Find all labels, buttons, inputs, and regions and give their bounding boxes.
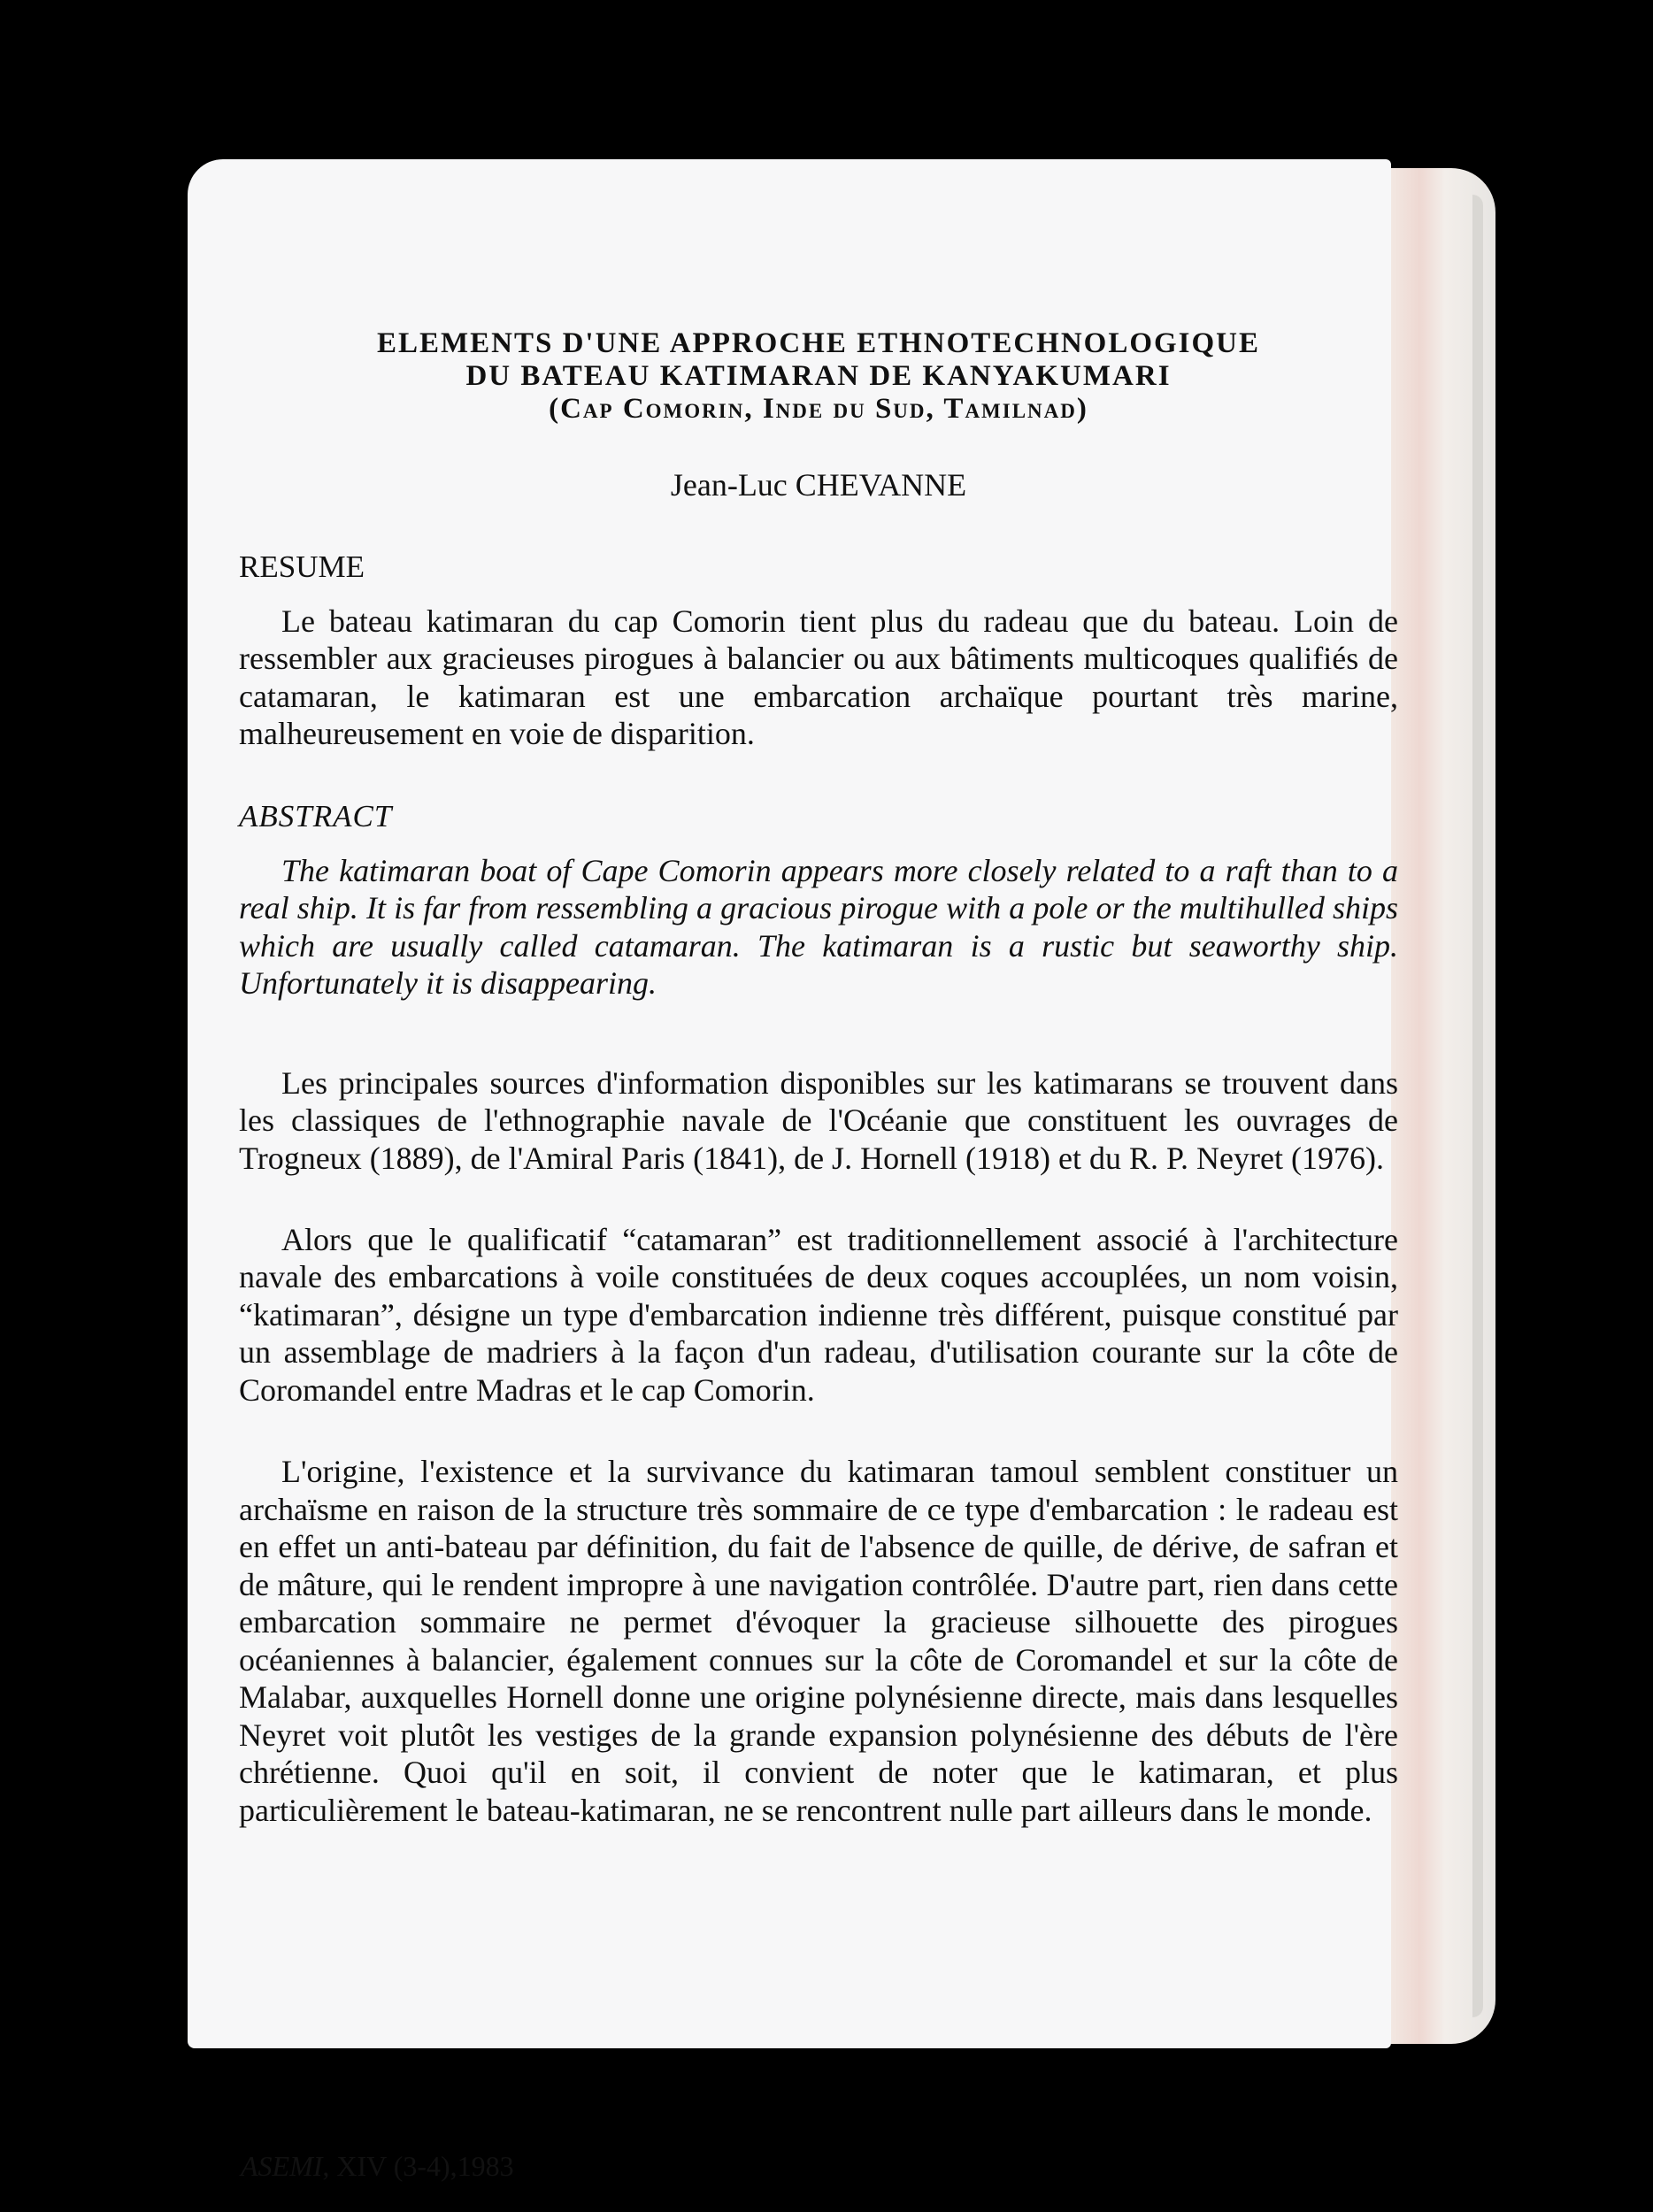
book-page xyxy=(188,159,1398,2182)
resume-text: Le bateau katimaran du cap Comorin tient plus du radeau que du bateau. Loin de ressembler aux gracieuses pirogues à balancier ou aux bâtiments multicoques qualifiés de catamaran, le katimaran est une embarcation archaïque pourtant très marine, malheureusement en voie de disparition. xyxy=(239,603,1398,752)
body-paragraph-2: Alors que le qualificatif “catamaran” est traditionnellement associé à l'architecture navale des embarcations à voile constituées de deux coques accouplées, un nom voisin, “katimaran”, désigne un type d'embarcation indienne très différent, puisque constitué par un assemblage de madriers à la façon d'un radeau, d'utilisation courante sur la côte de Coromandel entre Madras et le cap Comorin. xyxy=(239,1222,1398,1408)
abstract-text: The katimaran boat of Cape Comorin appears more closely related to a raft than to a real ship. It is far from ressembling a gracious pirogue with a pole or the multihulled ships which are usually called catamaran. The katimaran is a rustic but seaworthy ship. Unfortunately it is disappearing. xyxy=(239,852,1398,1002)
journal-footer xyxy=(241,2150,514,2183)
journal-name: ASEMI xyxy=(241,2150,323,2182)
title-line-3: (Cap Comorin, Inde du Sud, Tamilnad) xyxy=(549,392,1088,425)
article-title xyxy=(239,327,1398,426)
abstract-heading: ABSTRACT xyxy=(239,798,393,833)
body-paragraph-1: Les principales sources d'information disponibles sur les katimarans se trouvent dans les classiques de l'ethnographie navale de l'Océanie que constituent les ouvrages de Trogneux (1889), de l'Amiral Paris (1841), de J. Hornell (1918) et du R. P. Neyret (1976). xyxy=(239,1064,1398,1176)
title-line-1: ELEMENTS D'UNE APPROCHE ETHNOTECHNOLOGIQUE xyxy=(376,327,1261,359)
journal-issue: , XIV (3-4),1983 xyxy=(322,2150,514,2182)
author-name: Jean-Luc CHEVANNE xyxy=(670,466,967,503)
title-line-2: DU BATEAU KATIMARAN DE KANYAKUMARI xyxy=(465,359,1172,392)
article-content xyxy=(239,327,1398,1829)
body-paragraph-3: L'origine, l'existence et la survivance du katimaran tamoul semblent constituer un archaïsme en raison de la structure très sommaire de ce type d'embarcation : le radeau est en effet un anti-bateau par définition, du fait de l'absence de quille, de dérive, de safran et de mâture, qui le rendent impropre à une navigation contrôlée. D'autre part, rien dans cette embarcation sommaire ne permet d'évoquer la gracieuse silhouette des pirogues océaniennes à balancier, également connues sur la côte de Coromandel et sur la côte de Malabar, auxquelles Hornell donne une origine polynésienne directe, mais dans lesquelles Neyret voit plutôt les vestiges de la grande expansion polynésienne des débuts de l'ère chrétienne. Quoi qu'il en soit, il convient de noter que le katimaran, et plus particulièrement le bateau-katimaran, ne se rencontrent nulle part ailleurs dans le monde. xyxy=(239,1454,1398,1828)
resume-heading: RESUME xyxy=(239,549,365,584)
